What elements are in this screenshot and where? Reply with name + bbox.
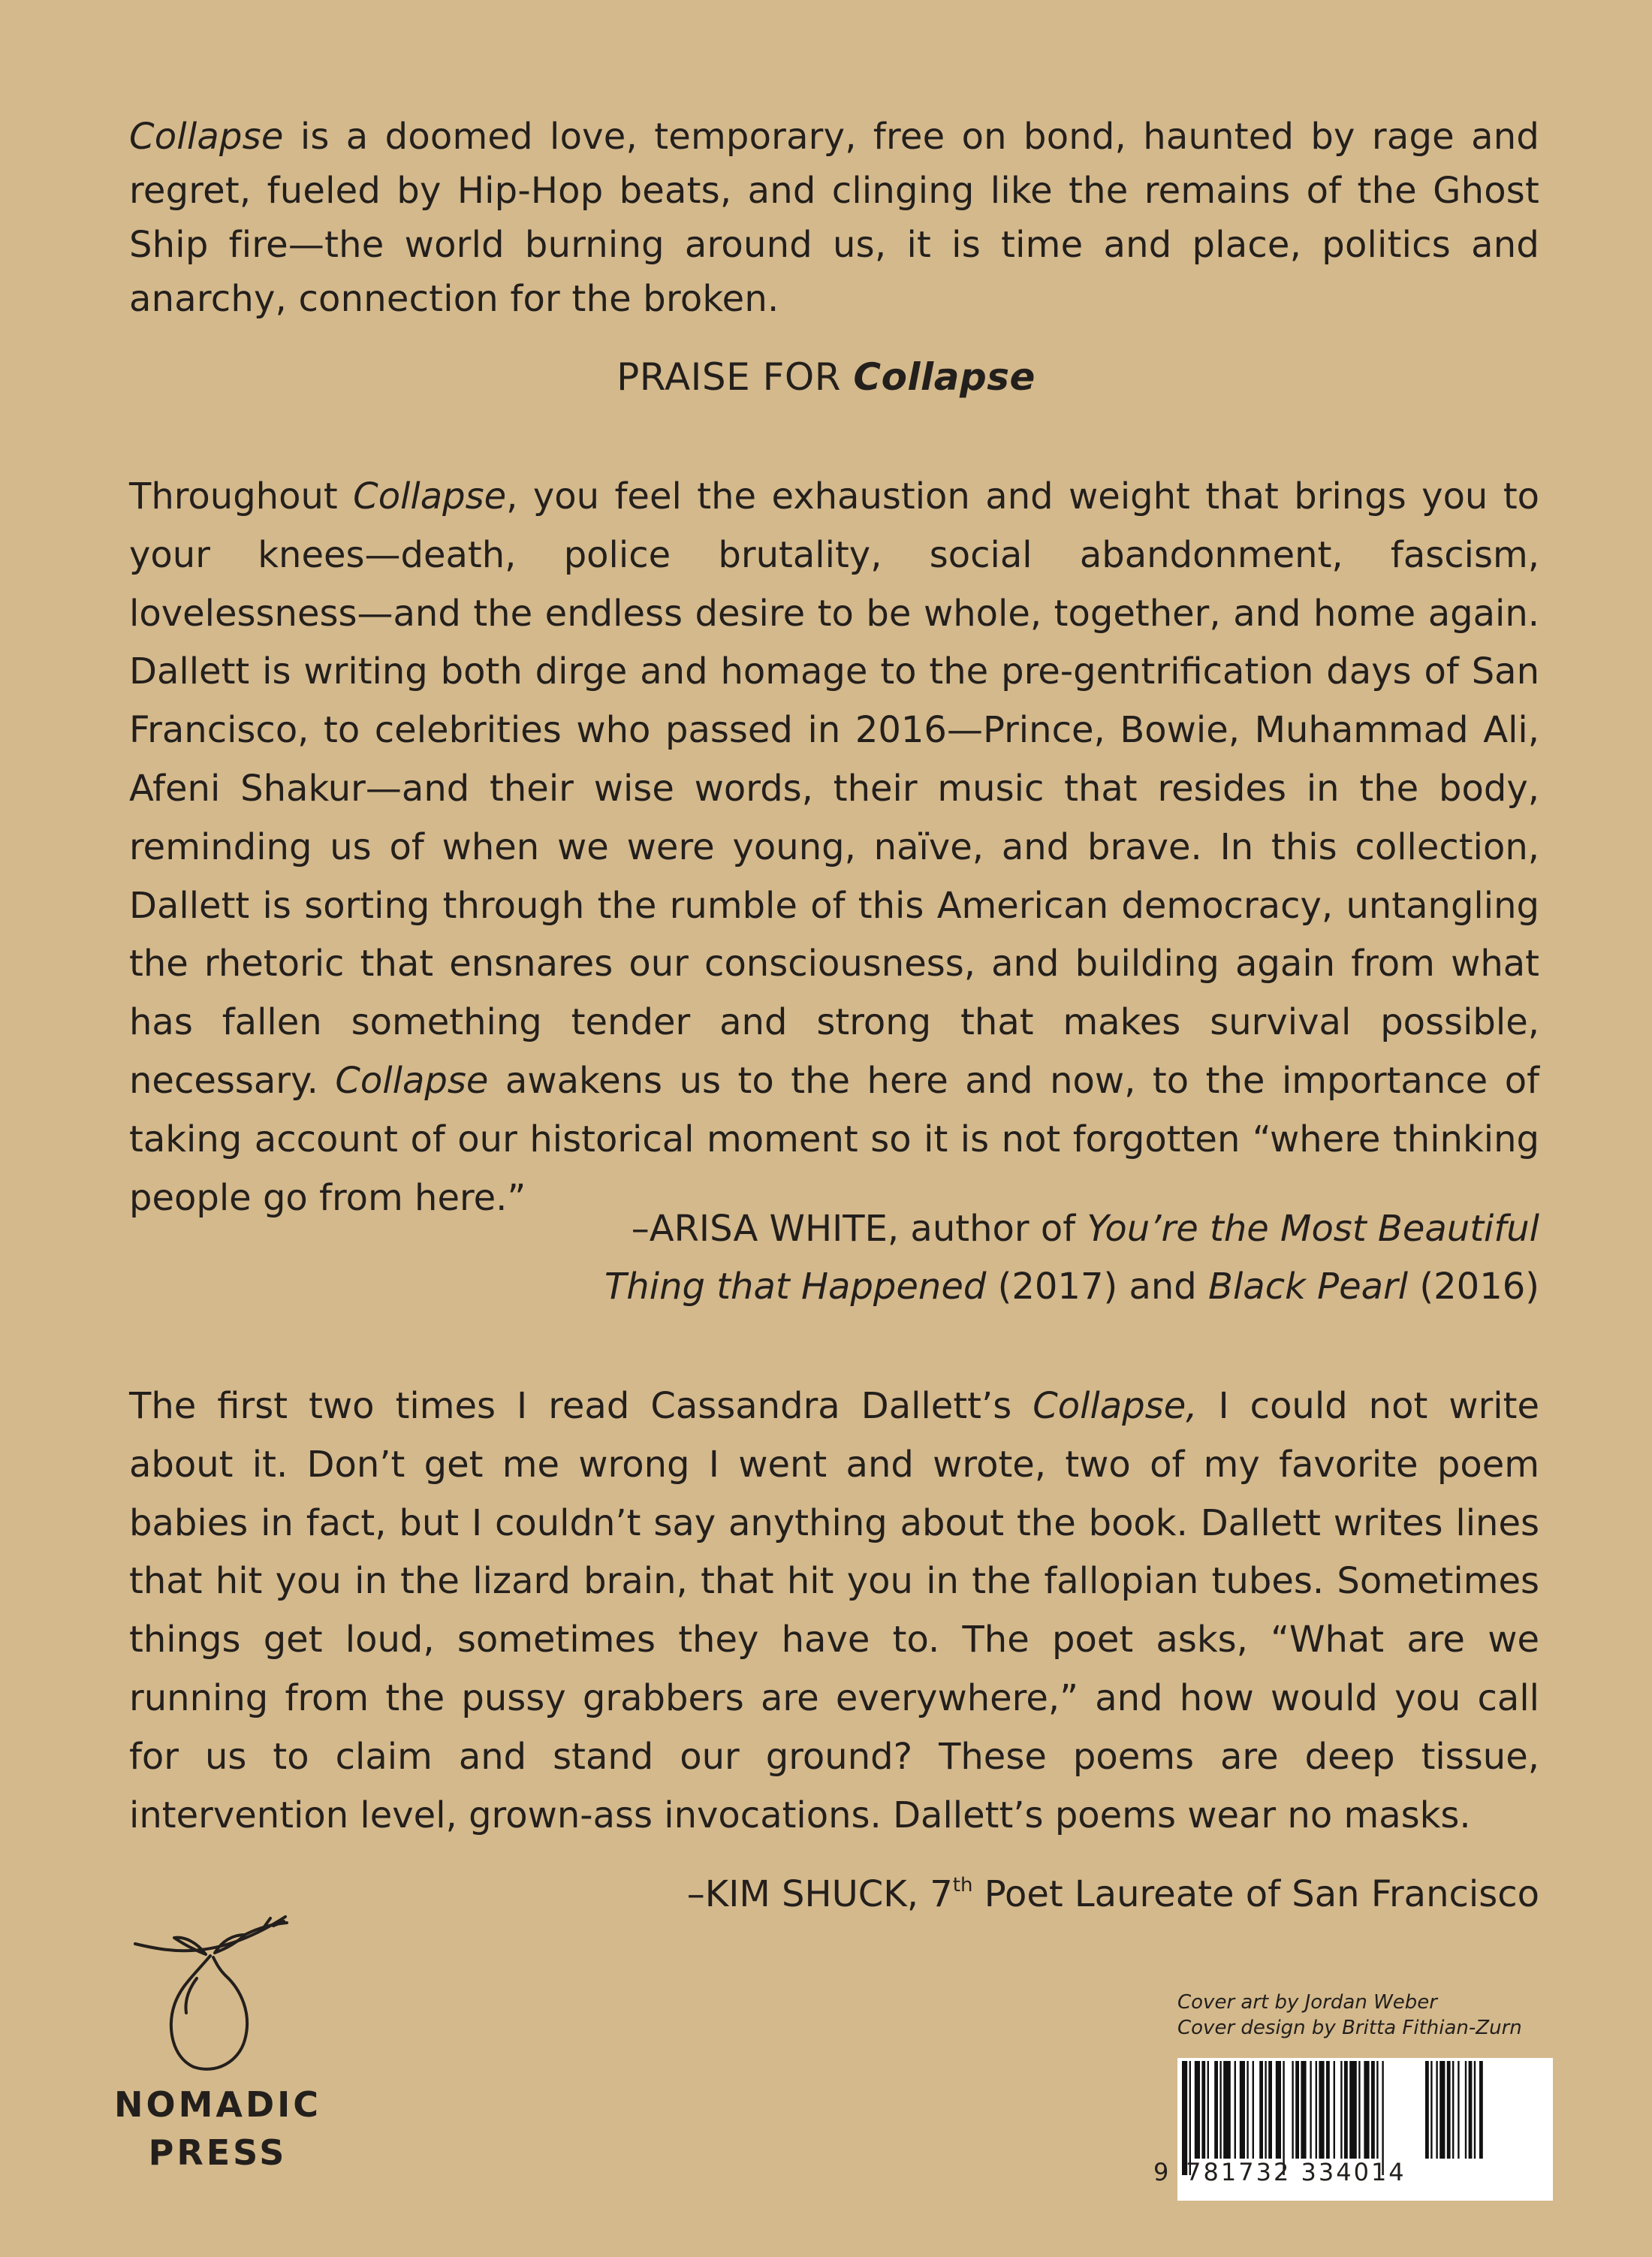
attr2-suffix: Poet Laureate of San Francisco — [972, 1873, 1539, 1915]
barcode-bar — [1349, 2061, 1357, 2159]
attr1-year2: (2016) — [1408, 1266, 1539, 1308]
quote1-part1: Throughout — [129, 475, 354, 517]
attr1-book1: You’re the Most Beautiful Thing that Happened — [604, 1208, 1539, 1308]
isbn-lead-digit: 9 — [1153, 2158, 1171, 2186]
credit-design: Cover design by Britta Fithian-Zurn — [1177, 2017, 1522, 2039]
barcode-addon-bar — [1436, 2061, 1437, 2159]
attr1-book2: Black Pearl — [1208, 1266, 1409, 1308]
praise-quote-shuck — [129, 1377, 1539, 1845]
barcode-bar — [1240, 2061, 1245, 2159]
cover-credits — [1177, 1990, 1598, 2041]
barcode-addon-bar — [1439, 2061, 1445, 2159]
barcode-bar — [1195, 2061, 1200, 2159]
barcode-bar — [1268, 2061, 1272, 2159]
barcode-bar — [1295, 2061, 1299, 2159]
attribution-white — [563, 1200, 1539, 1316]
attr2-prefix: –KIM SHUCK, 7 — [686, 1873, 953, 1915]
praise-heading-title: Collapse — [853, 355, 1036, 399]
barcode-bar — [1358, 2061, 1360, 2159]
barcode-addon-bar — [1447, 2061, 1451, 2159]
praise-quote-white — [129, 468, 1539, 1227]
attribution-shuck — [488, 1866, 1539, 1924]
barcode-bar — [1326, 2061, 1330, 2159]
barcode-addon-bar — [1469, 2061, 1473, 2159]
publisher-logo-svg — [113, 1908, 323, 2080]
barcode-bar — [1340, 2061, 1342, 2159]
publisher-line2: PRESS — [148, 2132, 288, 2173]
barcode-bar — [1310, 2061, 1311, 2159]
barcode-bar — [1265, 2061, 1266, 2159]
barcode-bar — [1371, 2061, 1375, 2159]
publisher-line1: NOMADIC — [113, 2084, 322, 2125]
barcode-bar — [1207, 2061, 1209, 2159]
quote2-part2: I could not write about it. Don’t get me wrong I went and wrote, two of my favorite poem babies in fact, but I couldn’t say anything about the book. Dallett writes lines that hit you in the lizard brain, that hit you in the fallopian tubes. Sometimes things get loud, sometimes they have to. The poet asks, “What are we running from the pussy grabbers are everywhere,” and how would you call for us to claim and stand our ground? These poems are deep tissue, intervention level, grown-ass invocations. Dallett’s poems wear no masks. — [129, 1385, 1539, 1836]
credit-art: Cover art by Jordan Weber — [1177, 1991, 1437, 2014]
quote1-title2: Collapse — [335, 1059, 489, 1102]
barcode-bar — [1301, 2061, 1306, 2159]
barcode-bar — [1344, 2061, 1348, 2159]
barcode-bar — [1292, 2061, 1293, 2159]
isbn-digits: 781732 334014 — [1186, 2158, 1406, 2186]
blurb-title: Collapse — [129, 116, 284, 158]
praise-heading — [0, 347, 1652, 407]
barcode-addon-bar — [1430, 2061, 1432, 2159]
barcode-bar — [1247, 2061, 1248, 2159]
barcode-bar — [1364, 2061, 1369, 2159]
quote2-title1: Collapse, — [1032, 1385, 1198, 1427]
quote2-part1: The first two times I read Cassandra Dallett’s — [129, 1385, 1033, 1427]
barcode-bar — [1234, 2061, 1236, 2159]
barcode-addon-bar — [1452, 2061, 1454, 2159]
attr1-year1: (2017) and — [986, 1266, 1209, 1308]
barcode-addon-bar — [1425, 2061, 1429, 2159]
barcode-addon-bar — [1458, 2061, 1459, 2159]
barcode-bar — [1316, 2061, 1317, 2159]
quote1-part3: awakens us to the here and now, to the importance of taking account of our historical moment so it is not forgotten “where thinking people go from here.” — [129, 1059, 1539, 1219]
barcode-addon-bar — [1465, 2061, 1467, 2159]
quote1-part2: , you feel the exhaustion and weight that brings you to your knees—death, police brutality, social abandonment, fascism, lovelessness—and the endless desire to be whole, together, and home again. Dallett is writing both dirge and homage to the pre-gentrification days of San Francisco, to celebrities who passed in 2016—Prince, Bowie, Muhammad Ali, Afeni Shakur—and their wise words, their music that resides in the body, reminding us of when we were young, naïve, and brave. In this collection, Dallett is sorting through the rumble of this American democracy, untangling the rhetoric that ensnares our consciousness, and building again from what has fallen something tender and strong that makes survival possible, necessary. — [129, 475, 1540, 1102]
barcode-bar — [1214, 2061, 1218, 2159]
barcode-bar — [1376, 2061, 1378, 2159]
barcode-bar — [1276, 2061, 1281, 2159]
barcode-addon-bar — [1479, 2061, 1483, 2159]
barcode-addon-bar — [1474, 2061, 1476, 2159]
blurb-text: is a doomed love, temporary, free on bond, haunted by rage and regret, fueled by Hip-Hop beats, and clinging like the remains of the Ghost Ship fire—the world burning around us, it is time and place, politics and anarchy, connection for the broken. — [129, 116, 1539, 320]
barcode-bar — [1253, 2061, 1254, 2159]
blurb-paragraph — [129, 110, 1539, 326]
barcode-bar — [1319, 2061, 1324, 2159]
barcode-bar — [1259, 2061, 1263, 2159]
barcode-bar — [1201, 2061, 1205, 2159]
barcode-bar — [1223, 2061, 1231, 2159]
quote1-title1: Collapse — [353, 475, 507, 517]
praise-heading-prefix: PRAISE FOR — [616, 355, 854, 399]
barcode-bar — [1219, 2061, 1221, 2159]
attr2-sup: th — [952, 1874, 973, 1896]
publisher-name — [113, 2080, 323, 2177]
isbn-number — [1153, 2157, 1589, 2187]
barcode-bar — [1334, 2061, 1335, 2159]
attr1-prefix: –ARISA WHITE, author of — [631, 1208, 1087, 1250]
